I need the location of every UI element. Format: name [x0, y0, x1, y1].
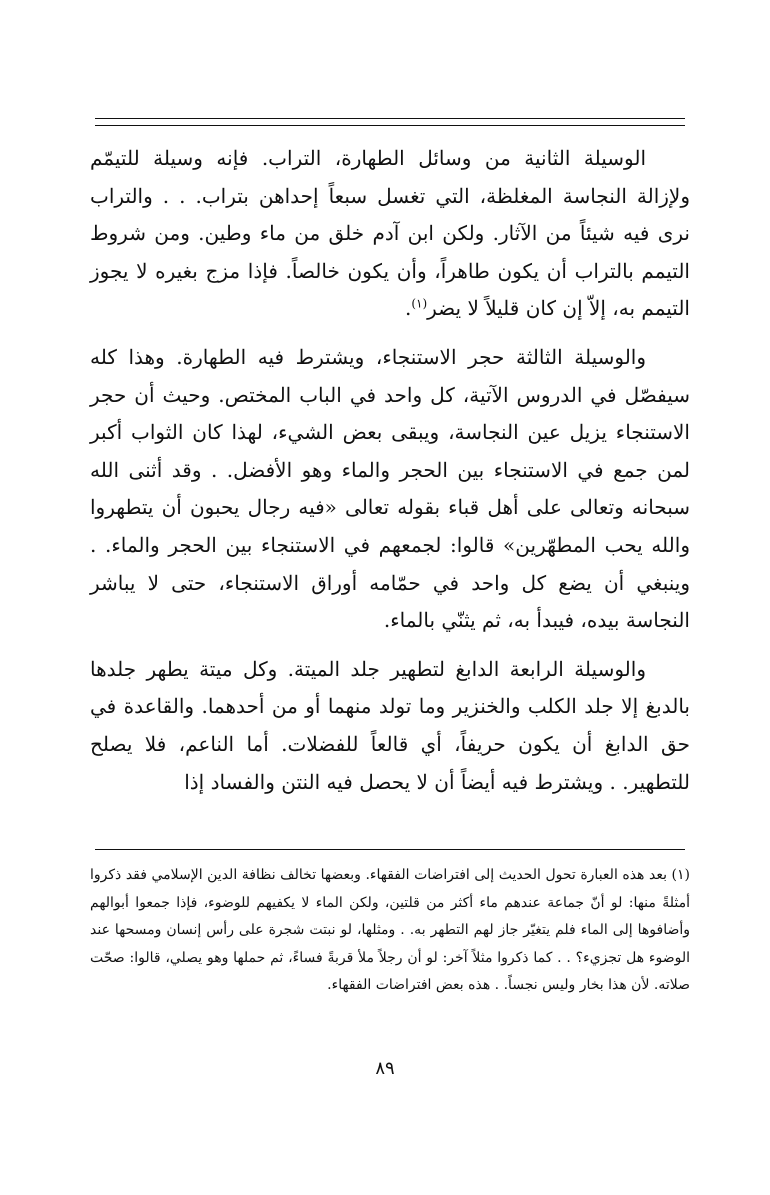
paragraph-tanning: والوسيلة الرابعة الدابغ لتطهير جلد الميتة. وكل ميتة يطهر جلدها بالدبغ إلا جلد الكلب والخنزير وما تولد منهما أو من أحدهما. والقاعدة في حق الدابغ أن يكون حريفاً، أي قالعاً للفضلات. أما الناعم، فلا يصلح للتطهير. . ويشترط فيه أيضاً أن لا يحصل فيه النتن والفساد إذا — [90, 656, 690, 794]
header-rule-top — [95, 118, 685, 119]
footnote-text: (١) بعد هذه العبارة تحول الحديث إلى افتراضات الفقهاء. وبعضها تخالف نظافة الدين الإسلامي فقد ذكروا أمثلةً منها: لو أنّ جماعة عندهم ماء أكثر من قلتين، ولكن الماء لا يكفيهم للوضوء، فإذا جمعوا أبوالهم وأضافوها إلى الماء فلم يتغيّر جاز لهم التطهر به. . ومثلها، لو نبتت شجرة على رأس إنسان ومسحها عند الوضوء هل تجزيء؟ . . كما ذكروا مثلاً آخر: لو أن رجلاً ملأ قربةً فساءً، ثم حملها وهو يصلي، قالوا: صحّت صلاته. لأن هذا بخار وليس نجساً. . هذه بعض افتراضات الفقهاء. — [90, 867, 690, 993]
header-rule-bottom — [95, 125, 685, 126]
footnote-separator — [95, 849, 685, 850]
paragraph-istinja-stone: والوسيلة الثالثة حجر الاستنجاء، ويشترط فيه الطهارة. وهذا كله سيفصّل في الدروس الآتية، كل واحد في الباب المختص. وحيث أن حجر الاستنجاء يزيل عين النجاسة، ويبقى بعض الشيء، لهذا كان الثواب أكبر لمن جمع في الاستنجاء بين الحجر والماء وهو الأفضل. . وقد أثنى الله سبحانه وتعالى على أهل قباء بقوله تعالى «فيه رجال يحبون أن يتطهروا والله يحب المطهّرين» قالوا: لجمعهم في الاستنجاء بين الحجر والماء. . وينبغي أن يضع كل واحد في حمّامه أوراق الاستنجاء، حتى لا يباشر النجاسة بيده، فيبدأ به، ثم يثنّي بالماء. — [90, 344, 690, 633]
page-number: ٨٩ — [375, 1058, 395, 1079]
footnote-ref[interactable]: (١) — [411, 296, 428, 311]
paragraph-tayammum-soil: الوسيلة الثانية من وسائل الطهارة، التراب. فإنه وسيلة للتيمّم ولإزالة النجاسة المغلظة، التي تغسل سبعاً إحداهن بتراب. . . والتراب نرى فيه شيئاً من الآثار. ولكن ابن آدم خلق من ماء وطين. ومن شروط التيمم بالتراب أن يكون طاهراً، وأن يكون خالصاً. فإذا مزج بغيره لا يجوز التيمم به، إلاّ إن كان قليلاً لا يضر$^{(١)}$. — [90, 146, 690, 321]
main-text — [90, 140, 690, 801]
footnote — [90, 862, 690, 1000]
